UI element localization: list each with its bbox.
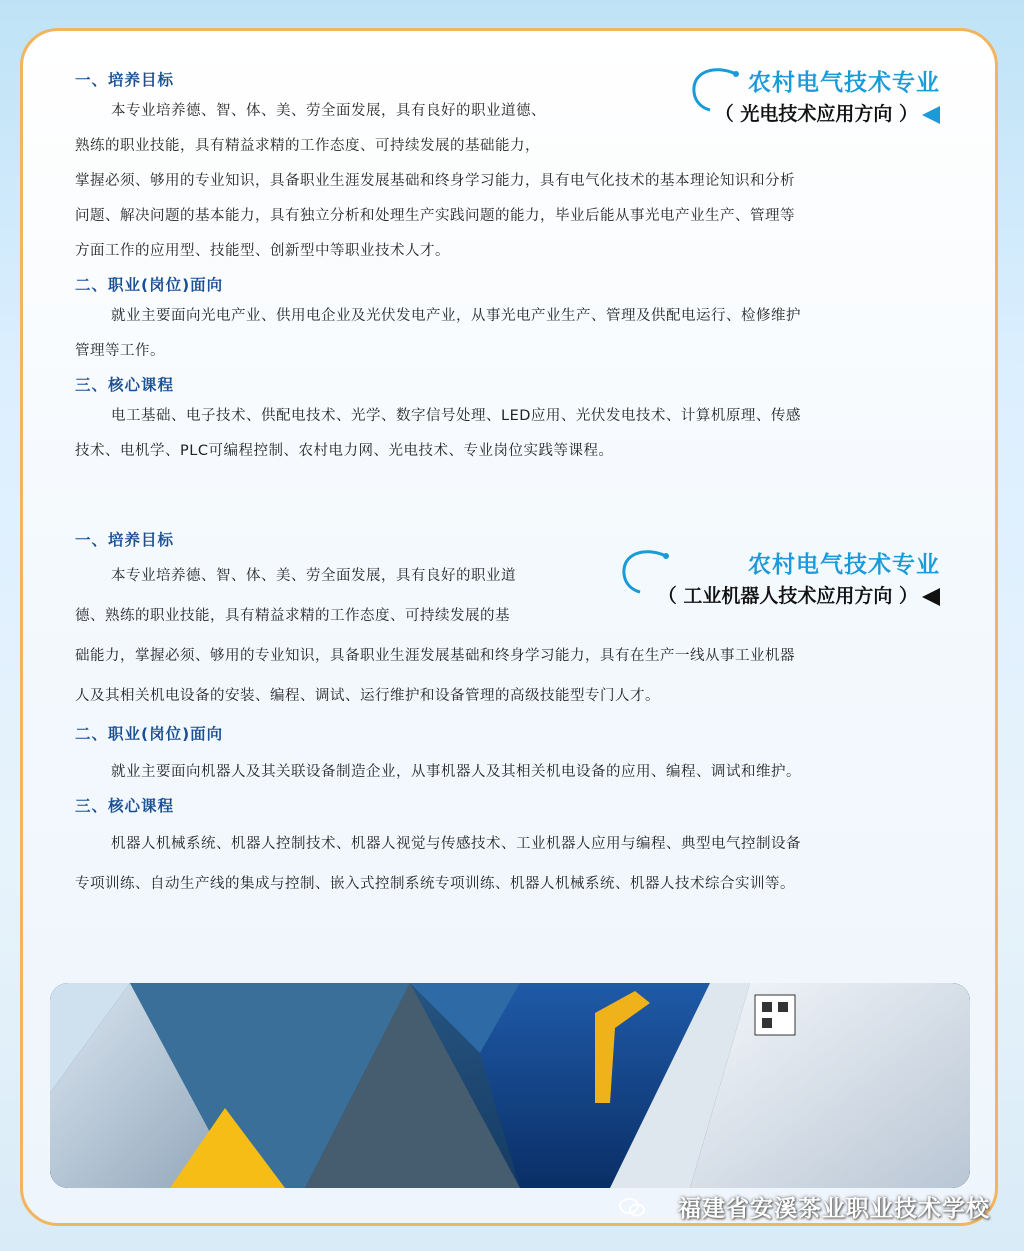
heading-career: 二、职业(岗位)面向 [75, 725, 224, 743]
heading-training-goal: 一、培养目标 [75, 531, 175, 549]
heading-core-courses: 三、核心课程 [75, 797, 175, 815]
section-photoelectric: 一、培养目标 本专业培养德、智、体、美、劳全面发展，具有良好的职业道德、 熟练的职业技能，具有精益求精的工作态度、可持续发展的基础能力， 掌握必须、够用的专业知识，具备职业生涯发展基础和终身学习能力，具有电气化技术的基本理论知识和分析 问题、解决问题的基本能力，具有独立分析和处理生产实践问题的能力，毕业后能从事光电产业生产、管理等 方面工作的应用型、技能型、创新型中等职业技术人才。 二、职业(岗位)面向 就业主要面向光电产业、供用电企业及光伏发电产业，从事光电产业生产、管理及供配电运行、检修维护 管理等工作。 三、核心课程 电工基础、电子技术、供配电技术、光学、数字信号处理、LED应用、光伏发电技术、计算机原理、传感 技术、电机学、PLC可编程控制、农村电力网、光电技术、专业岗位实践等课程。 [75, 68, 945, 469]
training-goal-text: 本专业培养德、智、体、美、劳全面发展，具有良好的职业道德、 熟练的职业技能，具有精益求精的工作态度、可持续发展的基础能力， [75, 103, 546, 154]
wechat-icon [618, 1196, 646, 1218]
school-watermark: 福建省安溪茶业职业技术学校 [678, 1196, 990, 1222]
heading-career: 二、职业(岗位)面向 [75, 276, 224, 294]
photo-collage [50, 983, 970, 1188]
collage-graphic [50, 983, 970, 1188]
section-robotics: 一、培养目标 本专业培养德、智、体、美、劳全面发展，具有良好的职业道 德、熟练的职业技能，具有精益求精的工作态度、可持续发展的基 础能力，掌握必须、够用的专业知识，具备职业生涯发展基础和终身学习能力，具有在生产一线从事工业机器 人及其相关机电设备的安装、编程、调试、运行维护和设备管理的高级技能型专门人才。 二、职业(岗位)面向 就业主要面向机器人及其关联设备制造企业，从事机器人及其相关机电设备的应用、编程、调试和维护。 三、核心课程 机器人机械系统、机器人控制技术、机器人视觉与传感技术、工业机器人应用与编程、典型电气控制设备 专项训练、自动生产线的集成与控制、嵌入式控制系统专项训练、机器人机械系统、机器人技术综合实训等。 [75, 528, 945, 904]
major-direction-1: （ 光电技术应用方向 ） [715, 99, 940, 126]
major-title-2: 农村电气技术专业 [748, 552, 940, 578]
heading-training-goal: 一、培养目标 [75, 71, 175, 89]
major-direction-2: （ 工业机器人技术应用方向 ） [658, 581, 940, 608]
training-goal-text: 本专业培养德、智、体、美、劳全面发展，具有良好的职业道 德、熟练的职业技能，具有精益求精的工作态度、可持续发展的基 [75, 568, 516, 624]
heading-core-courses: 三、核心课程 [75, 376, 175, 394]
major-title-1: 农村电气技术专业 [748, 70, 940, 96]
qr-code [755, 995, 795, 1035]
